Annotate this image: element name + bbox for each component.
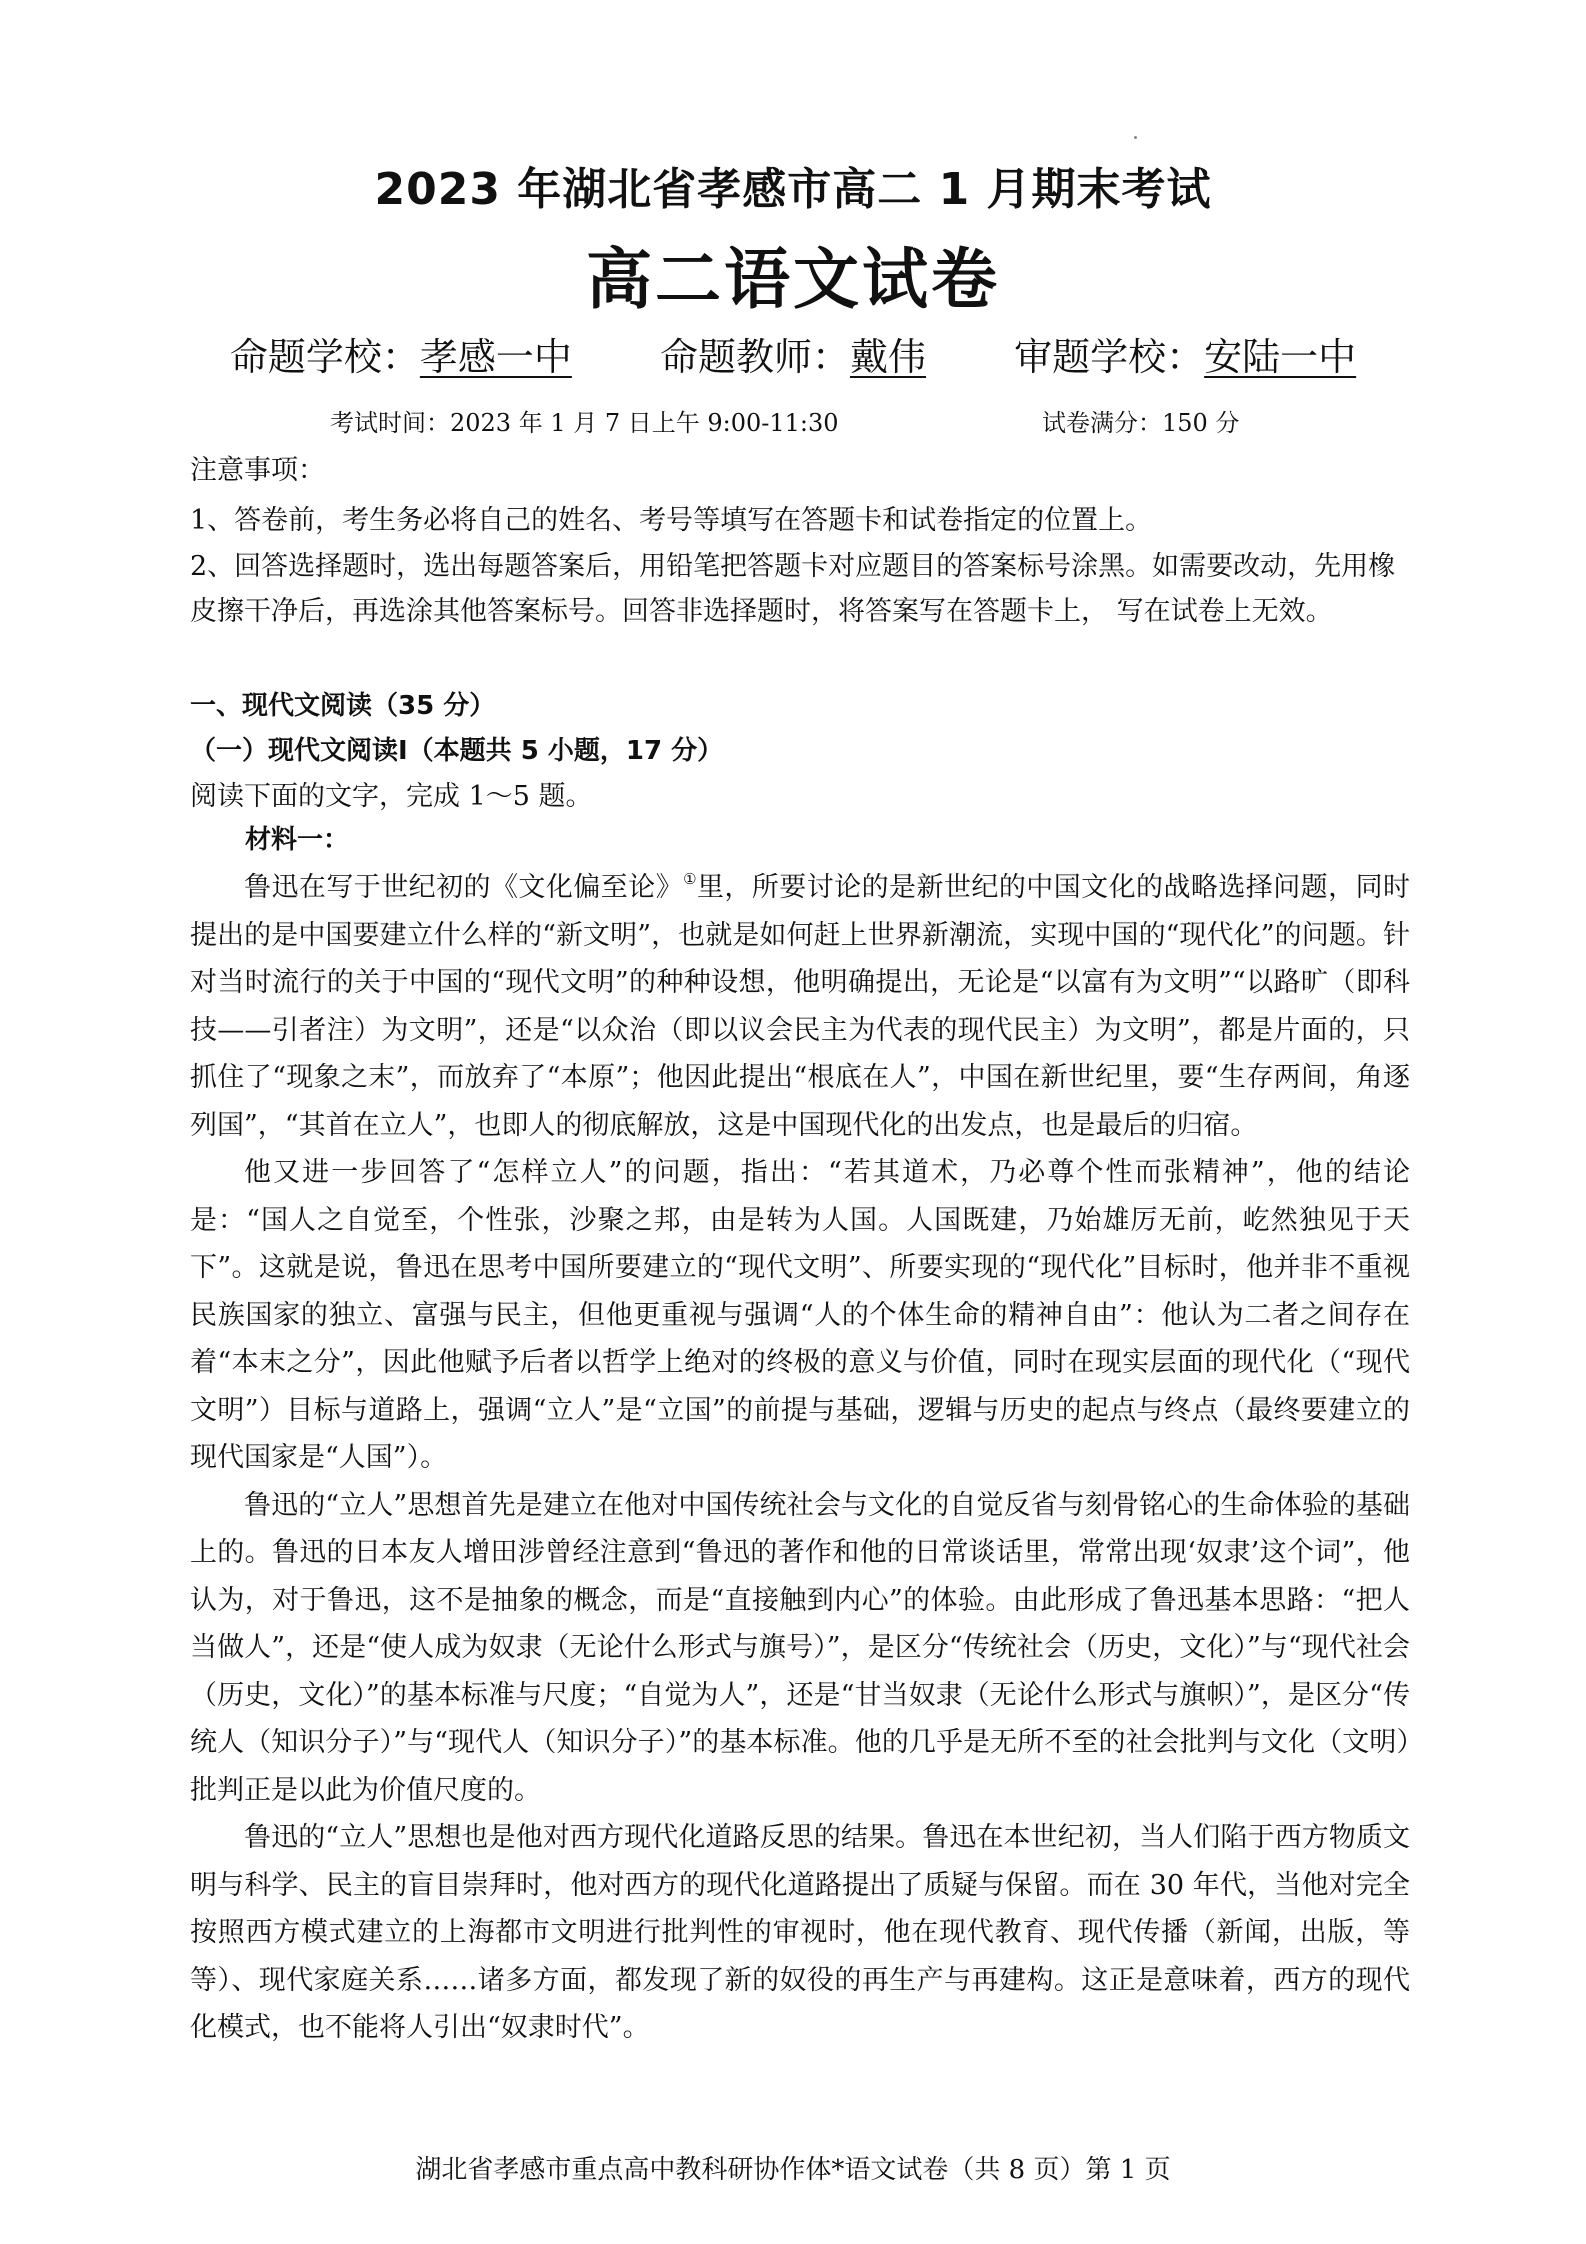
footnote-marker: ① — [683, 870, 697, 888]
reading-instruction: 阅读下面的文字，完成 1～5 题。 — [190, 781, 593, 812]
reading-passage — [190, 864, 1410, 2052]
reviewing-school-value: 安陆一中 — [1204, 335, 1357, 379]
paper-title: 高二语文试卷 — [586, 241, 1000, 318]
proposing-school-value: 孝感一中 — [419, 335, 572, 379]
reviewing-school — [1014, 330, 1356, 384]
passage-paragraph-3: 鲁迅的“立人”思想首先是建立在他对中国传统社会与文化的自觉反省与刻骨铭心的生命体验的基础上的。鲁迅的日本友人增田涉曾经注意到“鲁迅的著作和他的日常谈话里，常常出现‘奴隶’这个词”，他认为，对于鲁迅，这不是抽象的概念，而是“直接触到内心”的体验。由此形成了鲁迅基本思路：“把人当做人”，还是“使人成为奴隶（无论什么形式与旗号）”，是区分“传统社会（历史，文化）”与“现代社会（历史，文化）”的基本标准与尺度；“自觉为人”，还是“甘当奴隶（无论什么形式与旗帜）”，是区分“传统人（知识分子）”与“现代人（知识分子）”的基本标准。他的几乎是无所不至的社会批判与文化（文明）批判正是以此为价值尺度的。 — [190, 1489, 1410, 1806]
section-title: 一、现代文阅读（35 分） — [190, 691, 496, 721]
page-footer: 湖北省孝感市重点高中教科研协作体*语文试卷（共 8 页）第 1 页 — [415, 2155, 1171, 2185]
proposing-teacher-label: 命题教师： — [659, 335, 850, 379]
note-item-1: 1、答卷前，考生务必将自己的姓名、考号等填写在答题卡和试卷指定的位置上。 — [190, 505, 1153, 536]
subsection-title: （一）现代文阅读Ⅰ（本题共 5 小题，17 分） — [190, 736, 724, 766]
passage-text: 鲁迅在写于世纪初的《文化偏至论》 — [244, 872, 684, 903]
scan-dot — [1134, 136, 1137, 139]
full-score: 试卷满分：150 分 — [1042, 409, 1240, 437]
notes-heading: 注意事项： — [190, 455, 325, 486]
material-label: 材料一： — [245, 825, 350, 855]
proposing-school-label: 命题学校： — [229, 335, 420, 379]
passage-text: 里，所要讨论的是新世纪的中国文化的战略选择问题，同时提出的是中国要建立什么样的“新文明”，也就是如何赶上世界新潮流，实现中国的“现代化”的问题。针对当时流行的关于中国的“现代文明”的种种设想，他明确提出，无论是“以富有为文明”“以路旷（即科技——引者注）为文明”，还是“以众治（即以议会民主为代表的现代民主）为文明”，都是片面的，只抓住了“现象之末”，而放弃了“本原”；他因此提出“根底在人”，中国在新世纪里，要“生存两间，角逐列国”，“其首在立人”，也即人的彻底解放，这是中国现代化的出发点，也是最后的归宿。 — [190, 872, 1411, 1141]
proposing-teacher-value: 戴伟 — [850, 335, 927, 379]
passage-paragraph-4: 鲁迅的“立人”思想也是他对西方现代化道路反思的结果。鲁迅在本世纪初，当人们陷于西方物质文明与科学、民主的盲目崇拜时，他对西方的现代化道路提出了质疑与保留。而在 30 年代，当他对完全按照西方模式建立的上海都市文明进行批判性的审视时，他在现代教育、现代传播（新闻，出版，等等）、现代家庭关系……诸多方面，都发现了新的奴役的再生产与再建构。这正是意味着，西方的现代化模式，也不能将人引出“奴隶时代”。 — [190, 1822, 1410, 2043]
exam-info-line — [330, 405, 1330, 441]
reviewing-school-label: 审题学校： — [1014, 335, 1205, 379]
exam-title: 2023 年湖北省孝感市高二 1 月期末考试 — [374, 164, 1212, 215]
proposing-school — [230, 330, 572, 384]
author-line — [0, 330, 1586, 384]
note-item-2: 2、回答选择题时，选出每题答案后，用铅笔把答题卡对应题目的答案标号涂黑。如需要改动，先用橡皮擦干净后，再选涂其他答案标号。回答非选择题时，将答案写在答题卡上， 写在试卷上无效。 — [190, 551, 1396, 627]
passage-paragraph-1 — [190, 864, 1410, 1149]
proposing-teacher — [660, 330, 926, 384]
exam-time: 考试时间：2023 年 1 月 7 日上午 9:00-11:30 — [330, 409, 839, 437]
passage-paragraph-2: 他又进一步回答了“怎样立人”的问题，指出：“若其道术，乃必尊个性而张精神”，他的结论是：“国人之自觉至，个性张，沙聚之邦，由是转为人国。人国既建，乃始雄厉无前，屹然独见于天下”。这就是说，鲁迅在思考中国所要建立的“现代文明”、所要实现的“现代化”目标时，他并非不重视民族国家的独立、富强与民主，但他更重视与强调“人的个体生命的精神自由”：他认为二者之间存在着“本末之分”，因此他赋予后者以哲学上绝对的终极的意义与价值，同时在现实层面的现代化（“现代文明”）目标与道路上，强调“立人”是“立国”的前提与基础，逻辑与历史的起点与终点（最终要建立的现代国家是“人国”）。 — [190, 1157, 1410, 1473]
